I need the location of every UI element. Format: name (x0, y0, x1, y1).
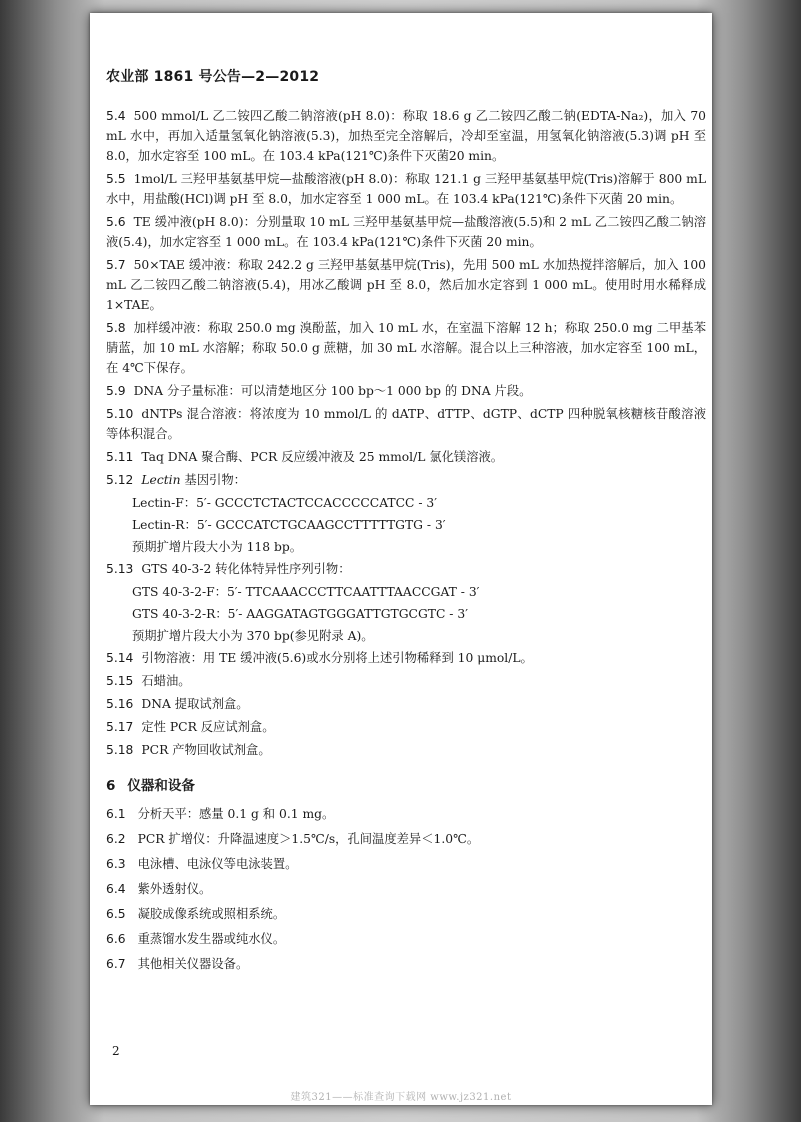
clause-text: 重蒸馏水发生器或纯水仪。 (137, 932, 286, 946)
clause-text: DNA 提取试剂盒。 (141, 697, 249, 711)
clause-6-1 (106, 804, 706, 824)
clause-text: DNA 分子量标准：可以清楚地区分 100 bp～1 000 bp 的 DNA 片段。 (133, 384, 532, 398)
section-number: 6 (106, 778, 116, 794)
clause-5-11 (106, 447, 706, 467)
amplicon-size-line: 预期扩增片段大小为 370 bp(参见附录 A)。 (132, 629, 374, 643)
clause-5-12 (106, 470, 706, 490)
clause-number: 6.3 (106, 857, 126, 871)
clause-number: 5.9 (106, 384, 126, 398)
clause-text: 500 mmol/L 乙二铵四乙酸二钠溶液(pH 8.0)：称取 18.6 g 乙二铵四乙酸二钠(EDTA-Na₂)，加入 70 mL 水中，再加入适量氢氧化钠溶液(5.3)，加热至完全溶解后，冷却至室温，用氢氧化钠溶液(5.3)调 pH 至 8.0，加水定容至 100 mL。在 103.4 kPa(121℃)条件下灭菌20 min。 (106, 109, 706, 163)
clause-5-8 (106, 318, 706, 378)
clause-6-7 (106, 954, 706, 974)
section-heading (106, 774, 706, 794)
clause-5-17 (106, 717, 706, 737)
clause-number: 5.11 (106, 450, 134, 464)
clause-number: 5.17 (106, 720, 134, 734)
clause-number: 5.13 (106, 562, 134, 576)
amplicon-size-line: 预期扩增片段大小为 118 bp。 (132, 540, 303, 554)
clause-text: 紫外透射仪。 (137, 882, 212, 896)
clause-text: Taq DNA 聚合酶、PCR 反应缓冲液及 25 mmol/L 氯化镁溶液。 (141, 450, 504, 464)
clause-number: 6.2 (106, 832, 126, 846)
clause-text: TE 缓冲液(pH 8.0)：分别量取 10 mL 三羟甲基氨基甲烷—盐酸溶液(5.5)和 2 mL 乙二铵四乙酸二钠溶液(5.4)，加水定容至 1 000 mL。在 103.4 kPa(121℃)条件下灭菌 20 min。 (106, 215, 706, 249)
clause-6-4 (106, 879, 706, 899)
document-header: 农业部 1861 号公告—2—2012 (106, 69, 320, 85)
clause-number: 5.15 (106, 674, 134, 688)
clause-number: 5.14 (106, 651, 134, 665)
clause-number: 5.4 (106, 109, 126, 123)
document-body (106, 106, 706, 979)
clause-number: 5.10 (106, 407, 134, 421)
clause-number: 6.6 (106, 932, 126, 946)
clause-text: 基因引物： (180, 473, 246, 487)
clause-6-6 (106, 929, 706, 949)
clause-text: GTS 40-3-2 转化体特异性序列引物： (141, 562, 351, 576)
clause-text: 分析天平：感量 0.1 g 和 0.1 mg。 (137, 807, 335, 821)
clause-number: 5.16 (106, 697, 134, 711)
clause-text: PCR 扩增仪：升降温速度＞1.5℃/s，孔间温度差异＜1.0℃。 (137, 832, 480, 846)
clause-text: 加样缓冲液：称取 250.0 mg 溴酚蓝，加入 10 mL 水，在室温下溶解 12 h；称取 250.0 mg 二甲基苯腈蓝，加 10 mL 水溶解；称取 50.0 g 蔗糖，加 30 mL 水溶解。混合以上三种溶液，加水定容至 100 mL，在 4℃下保存。 (106, 321, 706, 375)
clause-5-15 (106, 671, 706, 691)
document-page (90, 13, 712, 1105)
gene-name: Lectin (141, 473, 181, 487)
clause-number: 6.4 (106, 882, 126, 896)
clause-6-3 (106, 854, 706, 874)
clause-number: 5.5 (106, 172, 126, 186)
clause-5-9 (106, 381, 706, 401)
clause-number: 6.5 (106, 907, 126, 921)
clause-text: 其他相关仪器设备。 (137, 957, 249, 971)
primer-line: Lectin-R：5′- GCCCATCTGCAAGCCTTTTTGTG - 3′ (132, 518, 446, 532)
clause-text: PCR 产物回收试剂盒。 (141, 743, 271, 757)
watermark: 建筑321——标准查询下载网 www.jz321.net (290, 1092, 512, 1103)
clause-text: 石蜡油。 (141, 674, 191, 688)
clause-number: 6.7 (106, 957, 126, 971)
clause-text: dNTPs 混合溶液：将浓度为 10 mmol/L 的 dATP、dTTP、dGTP、dCTP 四种脱氧核糖核苷酸溶液等体积混合。 (106, 407, 706, 441)
clause-5-16 (106, 694, 706, 714)
clause-5-4 (106, 106, 706, 166)
clause-text: 1mol/L 三羟甲基氨基甲烷—盐酸溶液(pH 8.0)：称取 121.1 g 三羟甲基氨基甲烷(Tris)溶解于 800 mL 水中，用盐酸(HCl)调 pH 至 8.0，加水定容至 1 000 mL。在 103.4 kPa(121℃)条件下灭菌 20 min。 (106, 172, 706, 206)
clause-5-18 (106, 740, 706, 760)
section-title: 仪器和设备 (127, 778, 195, 794)
clause-text: 引物溶液：用 TE 缓冲液(5.6)或水分别将上述引物稀释到 10 μmol/L。 (141, 651, 533, 665)
clause-number: 5.18 (106, 743, 134, 757)
clause-text: 凝胶成像系统或照相系统。 (137, 907, 286, 921)
clause-5-13 (106, 559, 706, 579)
clause-6-2 (106, 829, 706, 849)
clause-number: 5.6 (106, 215, 126, 229)
clause-text: 50×TAE 缓冲液：称取 242.2 g 三羟甲基氨基甲烷(Tris)，先用 500 mL 水加热搅拌溶解后，加入 100 mL 乙二铵四乙酸二钠溶液(5.4)，用冰乙酸调 pH 至 8.0，然后加水定容到 1 000 mL。使用时用水稀释成 1×TAE。 (106, 258, 706, 312)
clause-number: 6.1 (106, 807, 126, 821)
clause-number: 5.7 (106, 258, 126, 272)
clause-5-6 (106, 212, 706, 252)
primer-line: GTS 40-3-2-R：5′- AAGGATAGTGGGATTGTGCGTC - 3′ (132, 607, 468, 621)
clause-text: 电泳槽、电泳仪等电泳装置。 (137, 857, 298, 871)
clause-6-5 (106, 904, 706, 924)
clause-5-5 (106, 169, 706, 209)
clause-5-10 (106, 404, 706, 444)
primer-line: Lectin-F：5′- GCCCTCTACTCCACCCCCATCC - 3′ (132, 496, 438, 510)
clause-number: 5.12 (106, 473, 134, 487)
primer-line: GTS 40-3-2-F：5′- TTCAAACCCTTCAATTTAACCGAT - 3′ (132, 585, 480, 599)
page-number: 2 (112, 1044, 120, 1058)
clause-text: 定性 PCR 反应试剂盒。 (141, 720, 275, 734)
clause-5-7 (106, 255, 706, 315)
clause-5-14 (106, 648, 706, 668)
clause-number: 5.8 (106, 321, 126, 335)
